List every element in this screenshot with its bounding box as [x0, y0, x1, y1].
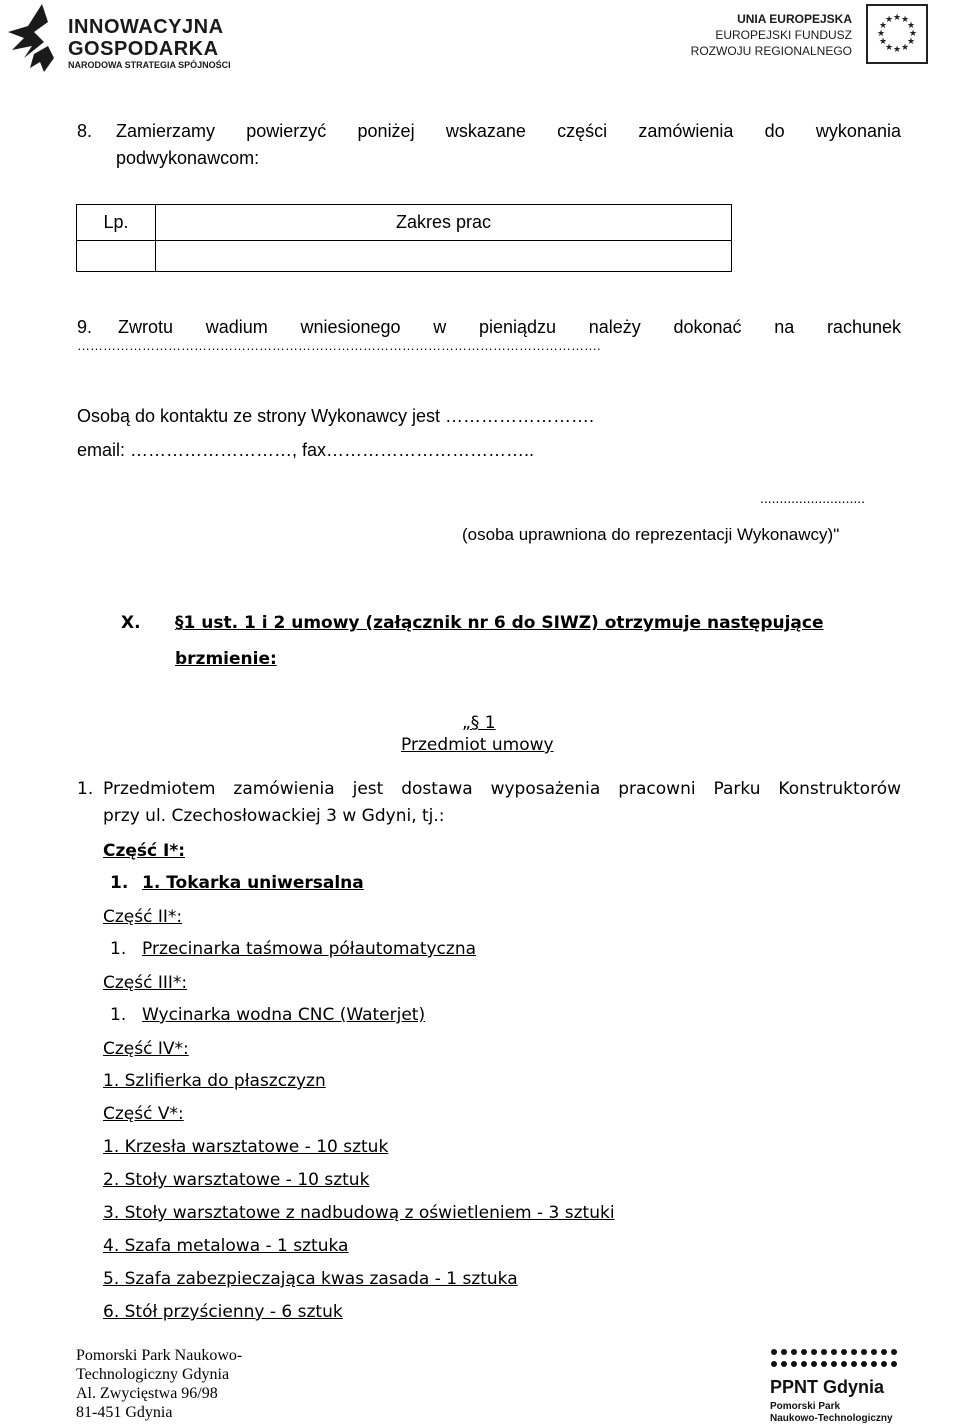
star-figure-icon [4, 2, 60, 74]
paragraph-title: Przedmiot umowy [401, 735, 554, 755]
ppnt-dots-icon [768, 1344, 902, 1372]
signature-dots: ........................... [760, 490, 866, 506]
svg-text:★: ★ [893, 13, 902, 23]
contact-email-fax-line: email: ………………………, fax…………………………….. [77, 440, 535, 460]
part2-item: Przecinarka taśmowa półautomatyczna [142, 939, 477, 959]
svg-text:★: ★ [909, 29, 918, 39]
part4-item: 1. Szlifierka do płaszczyzn [103, 1071, 326, 1091]
logo-line-2: GOSPODARKA [68, 38, 219, 60]
svg-text:★: ★ [907, 21, 916, 31]
table-header-scope: Zakres prac [156, 205, 732, 241]
part1-item: 1. Tokarka uniwersalna [142, 873, 364, 893]
logo-line-3: NARODOWA STRATEGIA SPÓJNOŚCI [68, 60, 231, 70]
logo-line-1: INNOWACYJNA [68, 16, 224, 38]
list-item: 5. Szafa zabezpieczająca kwas zasada - 1 sztuka [103, 1269, 518, 1289]
svg-text:★: ★ [907, 37, 916, 47]
list-item: 6. Stół przyścienny - 6 sztuk [103, 1302, 343, 1322]
signature-caption: (osoba uprawniona do reprezentacji Wykonawcy)" [462, 525, 840, 544]
part2-item-number: 1. [110, 939, 127, 959]
item8-line2: podwykonawcom: [116, 148, 260, 168]
eu-flag-icon [866, 4, 928, 64]
list-item: 3. Stoły warsztatowe z nadbudową z oświetleniem - 3 sztuki [103, 1203, 615, 1223]
part1-heading: Część I*: [103, 841, 186, 861]
footer-address-line: Al. Zwycięstwa 96/98 [76, 1385, 218, 1402]
eu-line-2: EUROPEJSKI FUNDUSZ [715, 28, 852, 42]
part3-item-number: 1. [110, 1005, 127, 1025]
list-item: 2. Stoły warsztatowe - 10 sztuk [103, 1170, 370, 1190]
table-cell-empty [77, 241, 156, 272]
svg-text:★: ★ [879, 21, 888, 31]
list-item: 1. Krzesła warsztatowe - 10 sztuk [103, 1137, 389, 1157]
section-x-line1: §1 ust. 1 i 2 umowy (załącznik nr 6 do SIWZ) otrzymuje następujące [175, 613, 824, 633]
item8-line1: Zamierzamy powierzyć poniżej wskazane części zamówienia do wykonania [116, 121, 901, 141]
svg-text:★: ★ [885, 15, 894, 25]
footer-address-line: Pomorski Park Naukowo- [76, 1347, 243, 1364]
table-header-lp: Lp. [77, 205, 156, 241]
part4-heading: Część IV*: [103, 1039, 189, 1059]
part1-item-number: 1. [110, 873, 129, 893]
svg-text:★: ★ [879, 37, 888, 47]
footer-address [76, 1346, 242, 1422]
point1-number: 1. [77, 779, 94, 799]
svg-text:★: ★ [893, 45, 902, 55]
item9-number: 9. [77, 317, 93, 337]
ppnt-logo-text: PPNT Gdynia [770, 1377, 885, 1397]
part5-heading: Część V*: [103, 1104, 184, 1124]
footer-address-line: 81-451 Gdynia [76, 1404, 173, 1421]
svg-text:★: ★ [885, 43, 894, 53]
table-cell-empty [156, 241, 732, 272]
eu-logo [690, 4, 930, 70]
ppnt-sub2: Naukowo-Technologiczny [770, 1413, 893, 1424]
item8-number: 8. [77, 121, 93, 141]
subcontractor-table [76, 204, 732, 272]
footer-address-line: Technologiczny Gdynia [76, 1366, 230, 1383]
svg-text:★: ★ [901, 43, 910, 53]
innowacyjna-gospodarka-logo [4, 2, 244, 74]
point1-line2: przy ul. Czechosłowackiej 3 w Gdyni, tj.: [103, 806, 445, 826]
part2-heading: Część II*: [103, 907, 183, 927]
item9-line2: …………………………………………………………………………………………………………. [77, 338, 601, 353]
contact-person-line: Osobą do kontaktu ze strony Wykonawcy jest ……………………. [77, 406, 595, 426]
part3-heading: Część III*: [103, 973, 188, 993]
point1-line1: Przedmiotem zamówienia jest dostawa wyposażenia pracowni Parku Konstruktorów [103, 779, 901, 799]
paragraph-sign: „§ 1 [462, 713, 496, 733]
list-item: 4. Szafa metalowa - 1 sztuka [103, 1236, 349, 1256]
item9-line1: Zwrotu wadium wniesionego w pieniądzu należy dokonać na rachunek [118, 317, 901, 337]
section-x-number: X. [121, 613, 141, 633]
eu-line-3: ROZWOJU REGIONALNEGO [690, 44, 852, 58]
ppnt-sub1: Pomorski Park [770, 1401, 841, 1412]
svg-text:★: ★ [901, 15, 910, 25]
svg-text:★: ★ [877, 29, 886, 39]
part3-item: Wycinarka wodna CNC (Waterjet) [142, 1005, 426, 1025]
eu-line-1: UNIA EUROPEJSKA [737, 12, 852, 26]
section-x-line2: brzmienie: [175, 649, 277, 669]
ppnt-logo [768, 1344, 908, 1426]
